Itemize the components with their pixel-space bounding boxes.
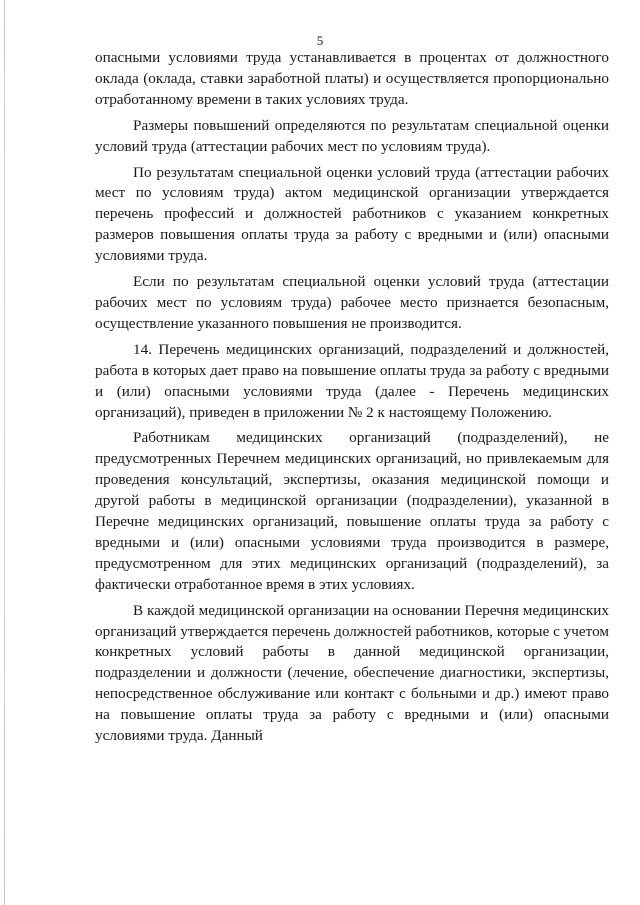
paragraph-continuation: опасными условиями труда устанавливается в процентах от должностного оклада (оклада, ставки заработной платы) и осуществляется пропорционально отработанному времени в таких условиях труда. xyxy=(95,49,609,108)
paragraph-increase-sizes: Размеры повышений определяются по результатам специальной оценки условий труда (аттестации рабочих мест по условиям труда). xyxy=(95,116,609,155)
paragraph-external-workers: Работникам медицинских организаций (подразделений), не предусмотренных Перечнем медицинских организаций, но привлекаемым для проведения консультаций, экспертизы, оказания медицинской помощи и другой работы в медицинской организации (подразделении), указанной в Перечне медицинских организаций, повышение оплаты труда за работу с вредными и (или) опасными условиями труда производится в размере, предусмотренном для этих медицинских организаций (подразделений), за фактически отработанное время в этих условиях. xyxy=(95,429,609,593)
document-body xyxy=(95,48,609,752)
paragraph-safe-workplace: Если по результатам специальной оценки условий труда (аттестации рабочих мест по условиям труда) рабочее место признается безопасным, осуществление указанного повышения не производится. xyxy=(95,273,609,332)
paragraph-item-14: 14. Перечень медицинских организаций, подразделений и должностей, работа в которых дает право на повышение оплаты труда за работу с вредными и (или) опасными условиями труда (далее - Перечень медицинских организаций), приведен в приложении № 2 к настоящему Положению. xyxy=(95,340,609,421)
page-number: 5 xyxy=(316,33,324,48)
scan-edge-line xyxy=(4,0,5,905)
paragraph-assessment-results: По результатам специальной оценки условий труда (аттестации рабочих мест по условиям труда) актом медицинской организации утверждается перечень профессий и должностей работников с указанием конкретных размеров повышения оплаты труда за работу с вредными и (или) опасными условиями труда. xyxy=(95,163,609,265)
paragraph-positions-list: В каждой медицинской организации на основании Перечня медицинских организаций утверждается перечень должностей работников, которые с учетом конкретных условий работы в данной медицинской организации, подразделении и должности (лечение, обеспечение диагностики, экспертизы, непосредственное обслуживание или контакт с больными и др.) имеют право на повышение оплаты труда за работу с вредными и (или) опасными условиями труда. Данный xyxy=(95,601,609,745)
